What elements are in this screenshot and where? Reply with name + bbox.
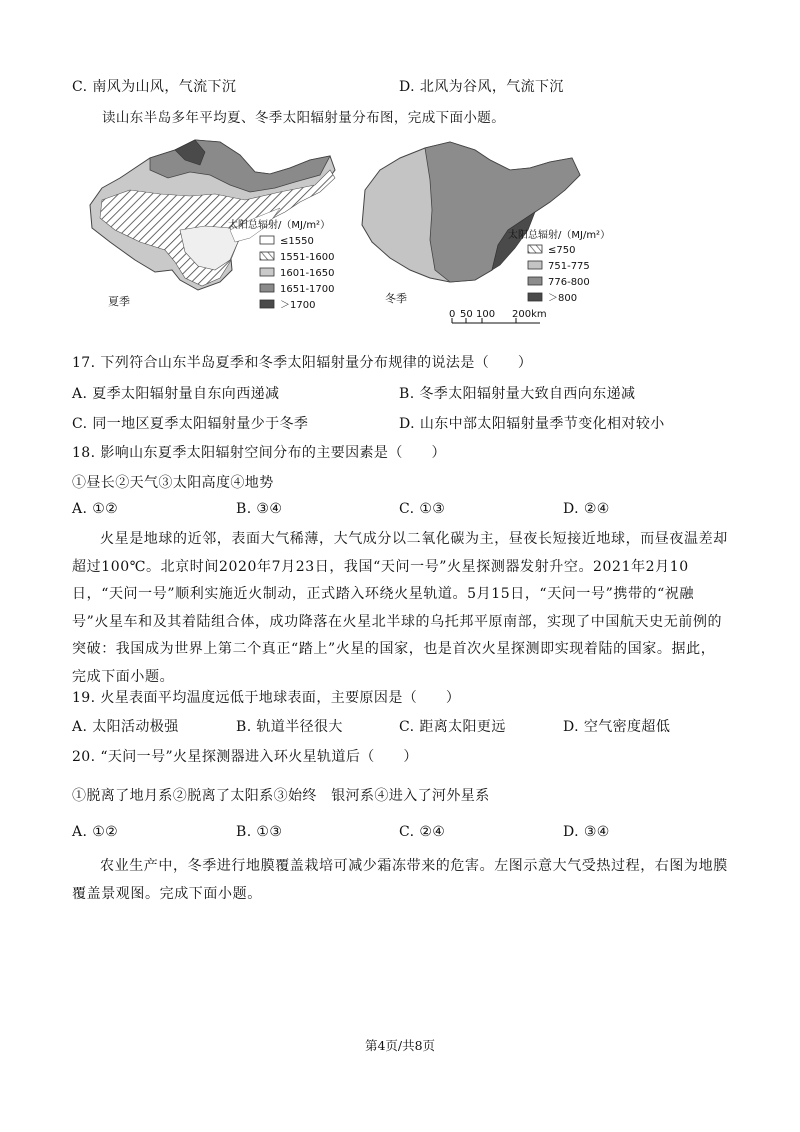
q18-option-c: C. ①③ bbox=[399, 501, 446, 517]
summer-legend-label-5: ＞1700 bbox=[280, 300, 316, 311]
summer-legend-swatch-2 bbox=[260, 252, 274, 260]
q19-option-b: B. 轨道半径很大 bbox=[236, 719, 343, 735]
summer-legend-swatch-3 bbox=[260, 268, 274, 276]
scale-label-200km: 200km bbox=[512, 309, 547, 320]
q16-option-d: D. 北风为谷风，气流下沉 bbox=[399, 79, 564, 95]
summer-legend-swatch-1 bbox=[260, 236, 274, 244]
q19-option-d: D. 空气密度超低 bbox=[563, 719, 671, 735]
summer-legend-title: 太阳总辐射/（MJ/m²） bbox=[228, 220, 331, 231]
q17-option-d: D. 山东中部太阳辐射量季节变化相对较小 bbox=[399, 416, 665, 432]
winter-legend-label-2: 751-775 bbox=[548, 261, 590, 272]
summer-legend-swatch-5 bbox=[260, 300, 274, 308]
winter-season-label: 冬季 bbox=[385, 292, 407, 305]
winter-legend-swatch-4 bbox=[528, 293, 542, 301]
winter-legend-title: 太阳总辐射/（MJ/m²） bbox=[508, 230, 611, 241]
scale-label-100: 100 bbox=[476, 309, 496, 320]
scale-label-50: 50 bbox=[460, 309, 473, 320]
winter-legend-swatch-1 bbox=[528, 245, 542, 253]
agri-passage: 农业生产中，冬季进行地膜覆盖栽培可减少霜冻带来的危害。左图示意大气受热过程，右图为地膜覆盖景观图。完成下面小题。 bbox=[72, 858, 728, 902]
summer-legend-swatch-4 bbox=[260, 284, 274, 292]
q19-stem: 19. 火星表面平均温度远低于地球表面，主要原因是（ ） bbox=[72, 690, 461, 706]
q20-items: ①脱离了地月系②脱离了太阳系③始终 银河系④进入了河外星系 bbox=[72, 788, 490, 804]
q18-option-a: A. ①② bbox=[72, 501, 119, 517]
scale-label-0: 0 bbox=[449, 309, 456, 320]
winter-legend-swatch-2 bbox=[528, 261, 542, 269]
scale-bar bbox=[449, 309, 547, 323]
q18-option-d: D. ②④ bbox=[563, 501, 610, 517]
q16-option-c: C. 南风为山风，气流下沉 bbox=[72, 79, 237, 95]
summer-season-label: 夏季 bbox=[108, 295, 130, 308]
mars-passage: 火星是地球的近邻，表面大气稀薄，大气成分以二氧化碳为主，昼夜长短接近地球，而昼夜温差却超过100℃。北京时间2020年7月23日，我国“天问一号”火星探测器发射升空。2021年2月10日，“天问一号”顺利实施近火制动，正式踏入环绕火星轨道。5月15日，“天问一号”携带的“祝融号”火星车和及其着陆组合体，成功降落在火星北半球的乌托邦平原南部，实现了中国航天史无前例的突破：我国成为世界上第二个真正“踏上”火星的国家，也是首次火星探测即实现着陆的国家。据此，完成下面小题。 bbox=[72, 531, 728, 685]
summer-legend-label-3: 1601-1650 bbox=[280, 268, 335, 279]
winter-legend-label-3: 776-800 bbox=[548, 277, 590, 288]
q20-option-b: B. ①③ bbox=[236, 824, 283, 840]
q19-option-c: C. 距离太阳更远 bbox=[399, 719, 506, 735]
winter-legend-swatch-3 bbox=[528, 277, 542, 285]
solar-radiation-maps bbox=[80, 130, 640, 335]
q18-items: ①昼长②天气③太阳高度④地势 bbox=[72, 475, 274, 491]
winter-legend-label-4: ＞800 bbox=[548, 293, 578, 304]
summer-legend-label-4: 1651-1700 bbox=[280, 284, 335, 295]
q18-option-b: B. ③④ bbox=[236, 501, 283, 517]
winter-legend-label-1: ≤750 bbox=[548, 245, 576, 256]
q18-stem: 18. 影响山东夏季太阳辐射空间分布的主要因素是（ ） bbox=[72, 445, 446, 461]
q17-option-a: A. 夏季太阳辐射量自东向西递减 bbox=[72, 386, 280, 402]
q20-option-d: D. ③④ bbox=[563, 824, 610, 840]
summer-legend-label-2: 1551-1600 bbox=[280, 252, 335, 263]
winter-legend bbox=[508, 228, 610, 304]
q19-option-a: A. 太阳活动极强 bbox=[72, 719, 179, 735]
q17-option-b: B. 冬季太阳辐射量大致自西向东递减 bbox=[399, 386, 636, 402]
q17-stem: 17. 下列符合山东半岛夏季和冬季太阳辐射量分布规律的说法是（ ） bbox=[72, 355, 533, 371]
summer-legend-label-1: ≤1550 bbox=[280, 236, 314, 247]
q20-stem: 20. “天问一号”火星探测器进入环火星轨道后（ ） bbox=[72, 749, 418, 765]
q20-option-c: C. ②④ bbox=[399, 824, 446, 840]
q20-option-a: A. ①② bbox=[72, 824, 119, 840]
map-intro: 读山东半岛多年平均夏、冬季太阳辐射量分布图，完成下面小题。 bbox=[102, 110, 506, 126]
page-footer: 第4页/共8页 bbox=[364, 1038, 436, 1053]
q17-option-c: C. 同一地区夏季太阳辐射量少于冬季 bbox=[72, 416, 309, 432]
